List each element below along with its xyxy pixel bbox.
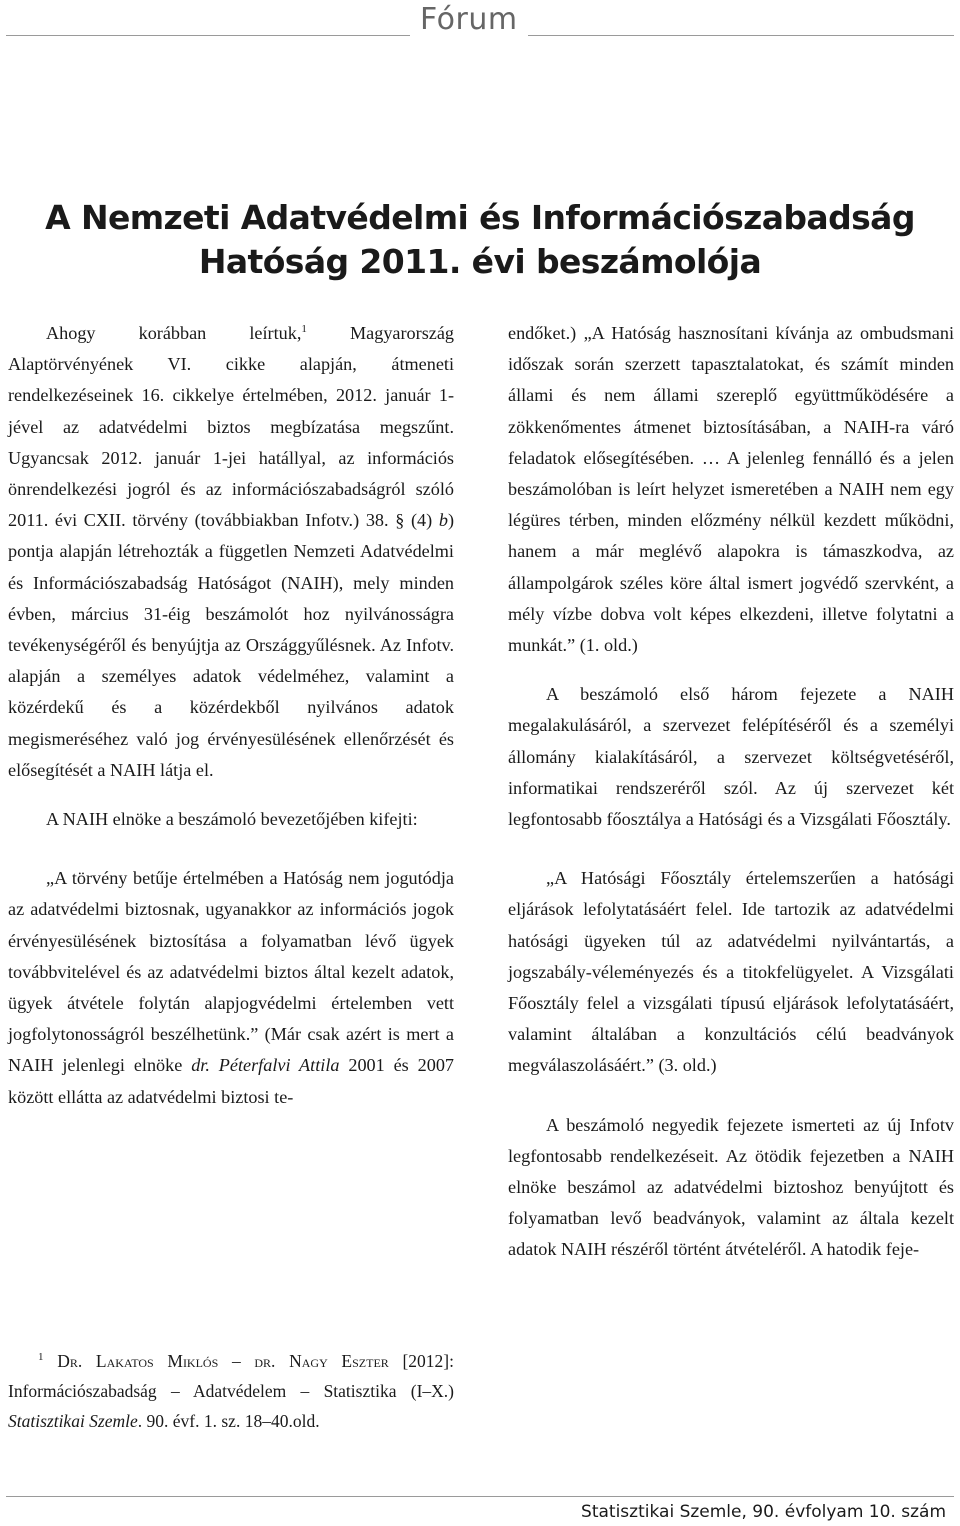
text-run: [2012]: Információszabadság – Adatvédelem – Statisztika (I–X.) bbox=[8, 1351, 454, 1401]
spacer bbox=[8, 835, 454, 863]
right-paragraph-4: A beszámoló negyedik fejezete ismerteti az új Infotv legfontosabb rendelkezéseit. Az ötödik fejezetben a NAIH elnöke beszámol az adatvédelmi biztoshoz benyújtott és folyamatban levő beadványok, valamint az általa kezelt adatok NAIH részéről történt átvételéről. A hatodik feje- bbox=[508, 1114, 954, 1260]
header-rule-left bbox=[6, 35, 410, 36]
footnote-ref[interactable]: 1 bbox=[301, 322, 307, 335]
footnote-text bbox=[8, 1346, 454, 1436]
footnote-authors: Dr. Lakatos Miklós – dr. Nagy Eszter bbox=[57, 1351, 389, 1371]
spacer bbox=[508, 835, 954, 863]
right-paragraph-3: „A Hatósági Főosztály értelemszerűen a hatósági eljárások lefolytatásáért felel. Ide tartozik az adatvédelmi hatósági ügyeken túl az adatvédelmi nyilvántartás, a jogszabály-véleményezés és a titokfelügyelet. A Vizsgálati Főosztály felel a vizsgálati típusú eljárások lefolytatásáért, valamint általában a konzultációs célú beadványok megválaszolásáért.” (3. old.) bbox=[508, 868, 954, 1076]
right-paragraph-1: endőket.) „A Hatóság hasznosítani kívánja az ombudsmani időszak során szerzett tapasztalatokat, és számít minden állami és nem állami szereplő együttműködésére a zökkenőmentes átmenet biztosításában, a NAIH-ra váró feladatok elősegítésében. … A jelenleg fennálló és a jelen beszámolóban is leírt helyzet ismeretében a NAIH nem egy légüres térben, minden előzmény nélkül kezdett működni, hanem a már meglévő alapokra is támaszkodva, az állampolgárok széles köre által ismert jogvédő szervként, a mély vízbe dobva volt képes elkezdeni, illetve folytatni a munkát.” (1. old.) bbox=[508, 323, 954, 656]
section-title: Fórum bbox=[420, 2, 518, 37]
footnote-number: 1 bbox=[38, 1351, 44, 1364]
left-quote bbox=[8, 863, 454, 1113]
left-column bbox=[8, 318, 454, 1113]
left-paragraph-2: A NAIH elnöke a beszámoló bevezetőjében kifejti: bbox=[46, 809, 418, 830]
spacer bbox=[8, 786, 454, 804]
title-line-2: Hatóság 2011. évi beszámolója bbox=[198, 242, 762, 281]
right-column bbox=[508, 318, 954, 1266]
italic-name: dr. Péterfalvi Attila bbox=[191, 1055, 340, 1076]
text-run: „A törvény betűje értelmében a Hatóság nem jogutódja az adatvédelmi biztosnak, ugyanakkor az információs jogok érvényesülésének biztosítása a folyamatban lévő ügyek továbbvitelével és az adatvédelmi biztos által kezelt adatok, ügyek átvétele folytán alapjogvédelmi értelemben vett jogfolytonosságról beszélhetünk.” (Már csak azért is mert a NAIH jelenlegi elnöke bbox=[8, 868, 454, 1076]
title-line-1: A Nemzeti Adatvédelmi és Információszabadság bbox=[45, 198, 915, 237]
text-run: Magyarország Alaptörvényének VI. cikke alapján, átmeneti rendelkezéseinek 16. cikkelye értelmében, 2012. január 1-jével az adatvédelmi biztos megbízatása megszűnt. Ugyancsak 2012. január 1-jei hatállyal, az információs önrendelkezési jogról és az információszabadságról szóló 2011. évi CXII. törvény (továbbiakban Infotv.) 38. § (4) bbox=[8, 323, 455, 531]
footer-rule bbox=[6, 1496, 954, 1497]
italic-run: b bbox=[438, 510, 448, 531]
text-run: ) pontja alapján létrehozták a független Nemzeti Adatvédelmi és Információszabadság Hatóságot (NAIH), mely minden évben, március 31-éig beszámolót hoz nyilvánosságra tevékenységéről és benyújtja az Országgyűlésnek. Az Infotv. alapján a személyes adatok védelméhez, valamint a közérdekű és a közérdekből nyilvános adatok megismeréséhez való jog érvényesülésének ellenőrzését és elősegítését a NAIH látja el. bbox=[8, 510, 454, 780]
footer-text: Statisztikai Szemle, 90. évfolyam 10. szám bbox=[581, 1502, 946, 1522]
page-footer bbox=[0, 1496, 960, 1526]
spacer bbox=[508, 1082, 954, 1110]
footnote bbox=[8, 1346, 454, 1436]
spacer bbox=[508, 661, 954, 679]
page-header bbox=[0, 0, 960, 50]
article-title bbox=[0, 196, 960, 284]
footnote-journal: Statisztikai Szemle bbox=[8, 1411, 138, 1431]
text-run: 2001 és 2007 között ellátta az adatvédelmi biztosi te- bbox=[8, 1055, 455, 1107]
text-run: . 90. évf. 1. sz. 18–40.old. bbox=[137, 1411, 320, 1431]
text-run: Ahogy korábban leírtuk, bbox=[46, 323, 302, 343]
right-paragraph-2: A beszámoló első három fejezete a NAIH megalakulásáról, a szervezet felépítéséről és a személyi állomány kialakításáról, a szervezet költségvetéséről, informatikai rendszeréről szól. Az új szervezet két legfontosabb főosztálya a Hatósági és a Vizsgálati Főosztály. bbox=[508, 684, 954, 830]
header-rule-right bbox=[528, 35, 954, 36]
left-paragraph-1 bbox=[8, 318, 454, 786]
